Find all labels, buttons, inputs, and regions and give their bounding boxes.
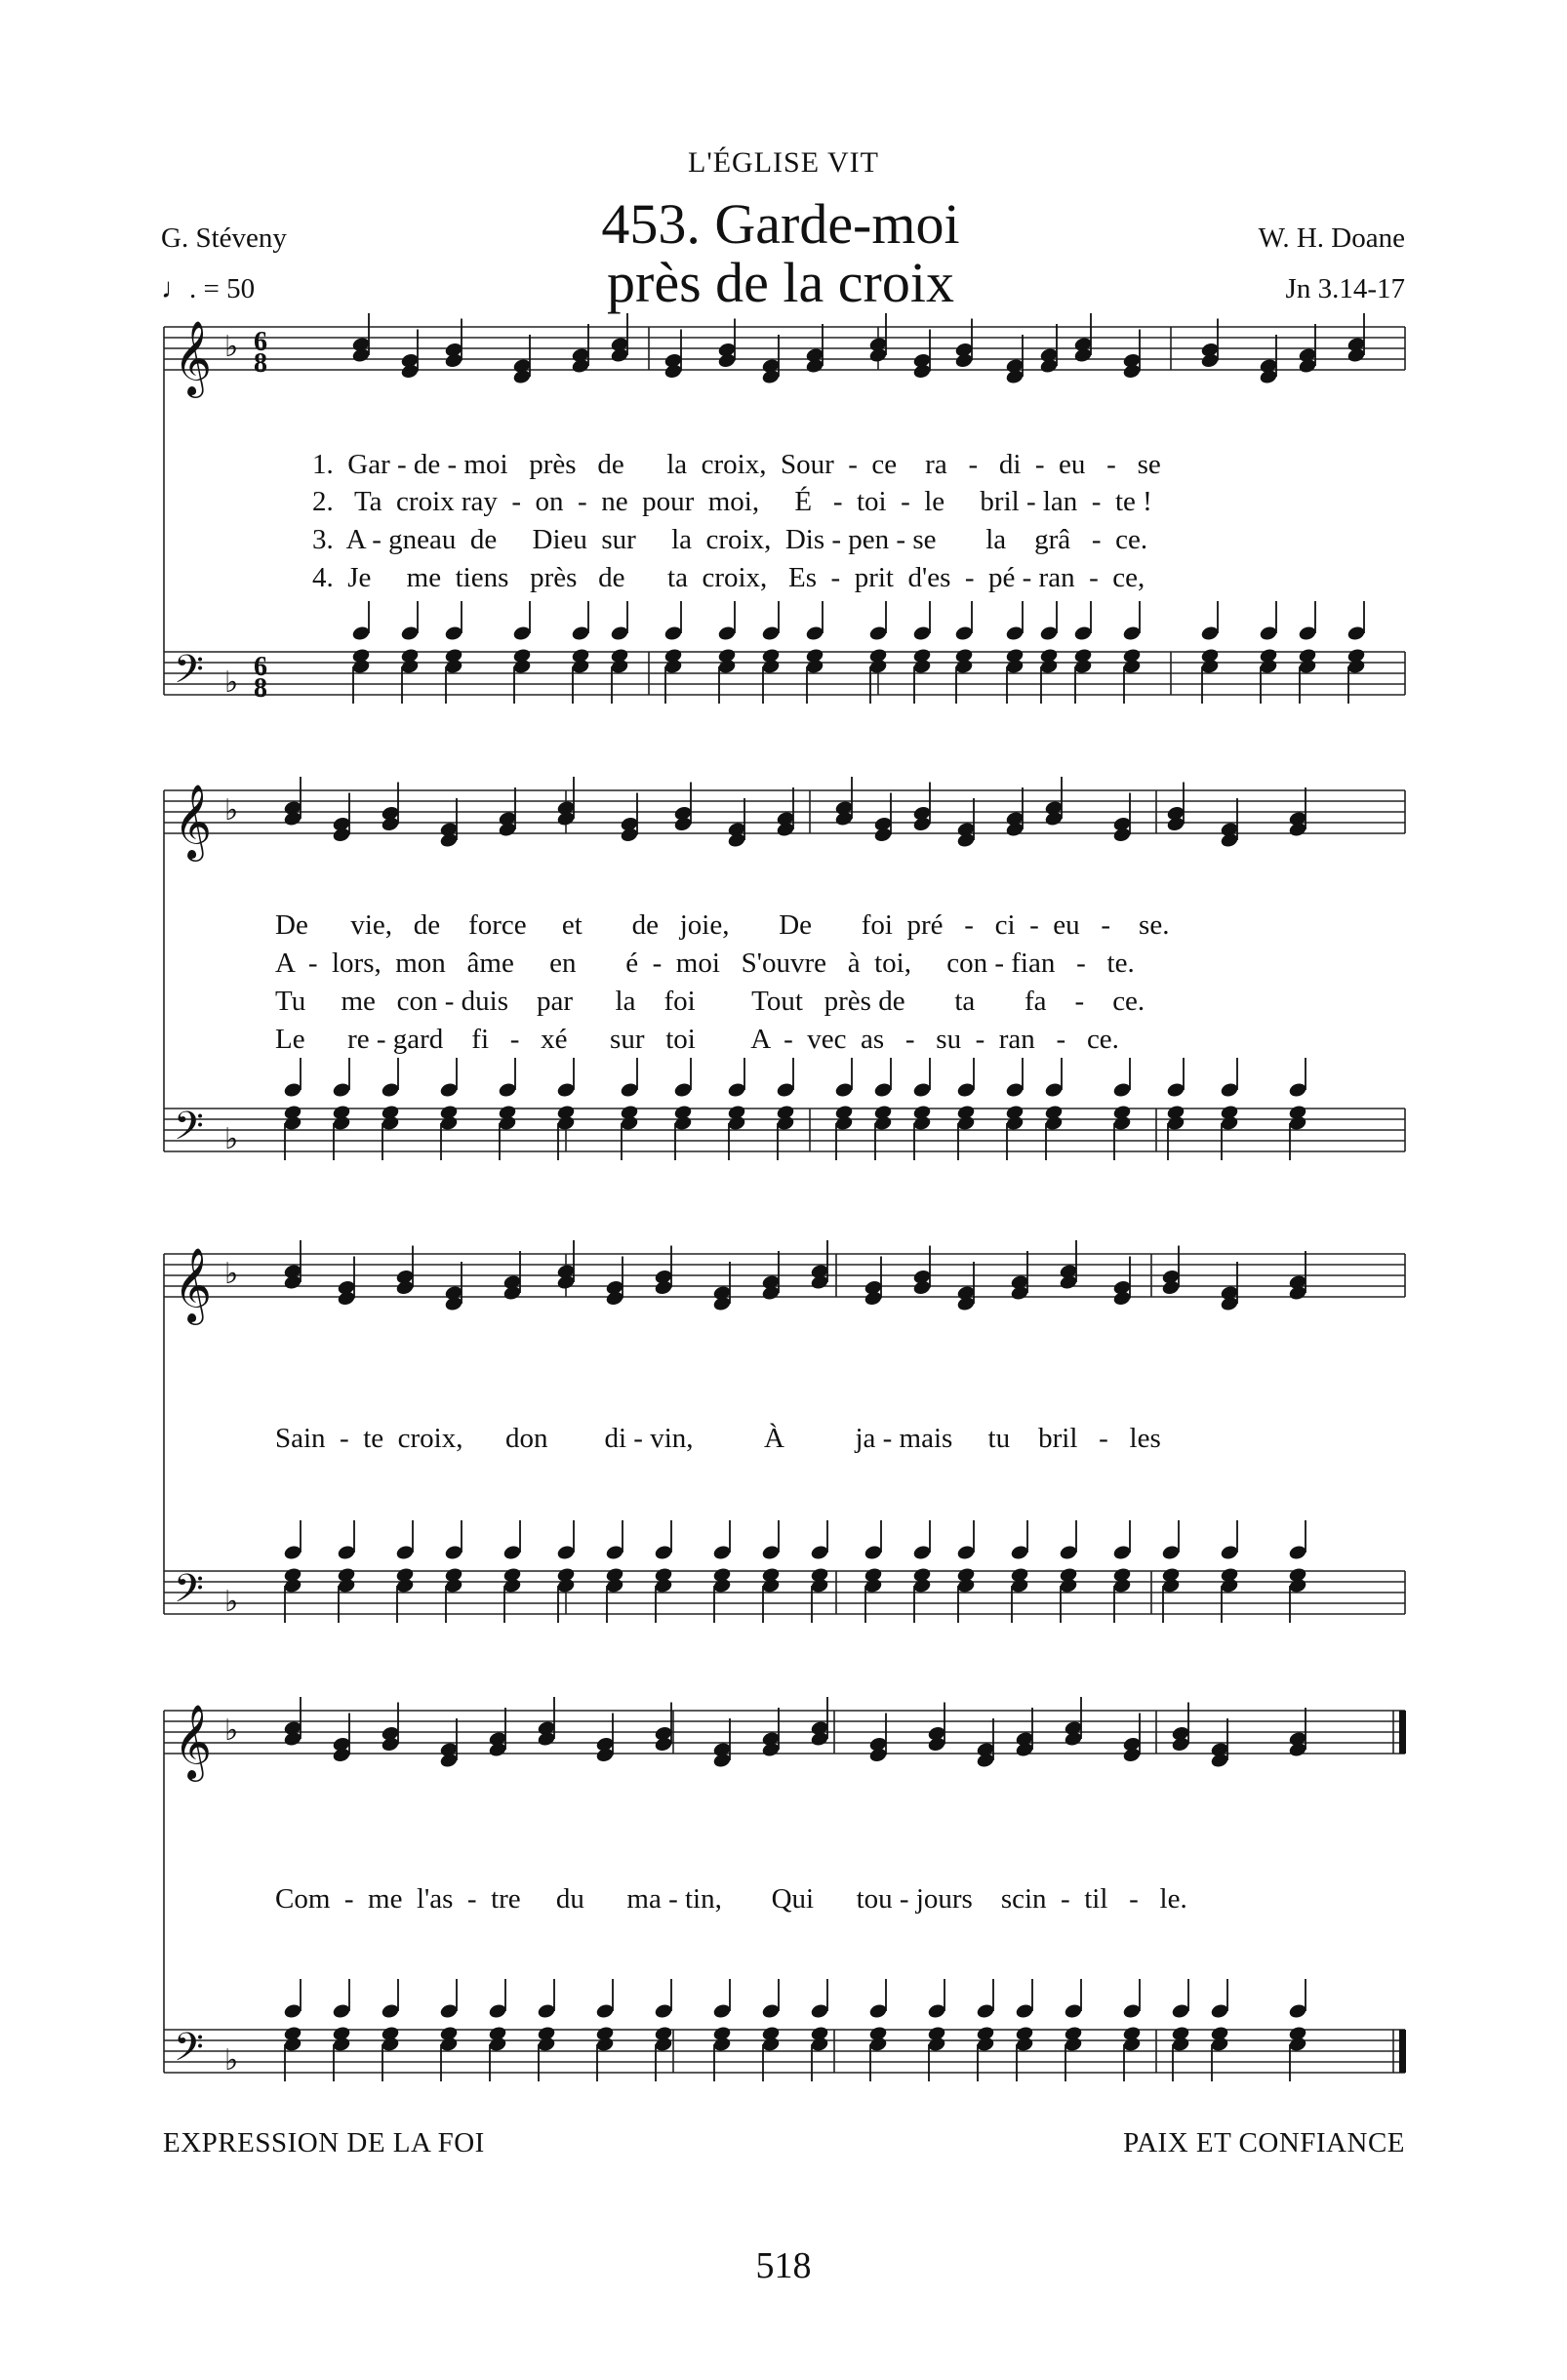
note-head [1015,2002,1034,2019]
flat-key-signature-icon: ♭ [224,793,239,827]
lyric-line: Tu me con - duis par la foi Tout près de ta fa - ce. [275,986,1145,1017]
note-head [1288,2036,1307,2052]
note-head [332,2036,351,2052]
note-head [712,1752,732,1768]
lyric-line: Com - me l'as - tre du ma - tin, Qui tou - jours scin - til - le. [275,1883,1187,1915]
flat-key-signature-icon: ♭ [224,1714,239,1748]
note-head [1015,1741,1034,1757]
lyric-line: 3. A - gneau de Dieu sur la croix, Dis - pen - se la grâ - ce. [312,524,1148,555]
note-head [1122,1747,1142,1763]
note-head [439,2036,459,2052]
note-head [1210,2036,1229,2052]
time-signature-bottom: 8 [254,348,267,379]
bass-clef-icon: 𝄢 [174,647,204,702]
note-head [1064,2036,1083,2052]
page-number: 518 [755,2245,812,2286]
note-head [927,2036,946,2052]
note-head [927,2002,946,2019]
lyric-line: Sain - te croix, don di - vin, À ja - mais tu bril - les [275,1423,1161,1454]
note-head [1171,2002,1190,2019]
note-head [761,2036,781,2052]
flat-key-signature-icon: ♭ [224,1122,239,1156]
note-head [927,1736,946,1753]
note-head [1171,1736,1190,1753]
treble-clef-icon: 𝄞 [174,1247,213,1322]
lyric-line: 1. Gar - de - moi près de la croix, Sour - ce ra - di - eu - se [312,449,1161,480]
note-head [810,2002,829,2019]
note-head [654,1736,673,1753]
note-head [1210,2002,1229,2019]
note-head [868,1747,888,1763]
lyric-line: Le re - gard fi - xé sur toi A - vec as - su - ran - ce. [275,1024,1119,1055]
lyric-line: A - lors, mon âme en é - moi S'ouvre à toi, con - fian - te. [275,948,1135,979]
lyric-line: 4. Je me tiens près de ta croix, Es - prit d'es - pé - ran - ce, [312,562,1145,593]
note-head [595,2002,615,2019]
note-head [1210,1752,1229,1768]
note-head [810,1730,829,1747]
composer-credit: W. H. Doane [1258,222,1405,254]
note-head [868,2036,888,2052]
bass-clef-icon: 𝄢 [174,1566,204,1621]
note-head [976,2002,995,2019]
lyric-line: De vie, de force et de joie, De foi pré - ci - eu - se. [275,909,1170,941]
flat-key-signature-icon: ♭ [224,330,239,364]
bass-clef-icon: 𝄢 [174,2025,204,2079]
note-head [868,2002,888,2019]
title-line1: Garde-moi [714,192,960,256]
final-barline [1399,1711,1406,1754]
time-signature-bottom: 8 [254,673,267,704]
section-heading: L'ÉGLISE VIT [688,146,879,179]
note-head [712,2036,732,2052]
note-head [439,1752,459,1768]
note-head [537,1730,556,1747]
note-head [537,2002,556,2019]
note-head [381,2002,400,2019]
note-head [595,1747,615,1763]
note-head [976,2036,995,2052]
note-head [810,2036,829,2052]
note-head [1122,2036,1142,2052]
note-head [381,2036,400,2052]
note-head [976,1752,995,1768]
note-head [332,1747,351,1763]
note-head [537,2036,556,2052]
note-head [712,2002,732,2019]
footer-right-category: PAIX ET CONFIANCE [1123,2127,1405,2158]
flat-key-signature-icon: ♭ [224,666,239,700]
final-barline [1399,2030,1406,2073]
note-head [1122,2002,1142,2019]
flat-key-signature-icon: ♭ [224,1585,239,1619]
tempo-marking: ♩. = 50 [161,273,256,304]
time-signature-top: 6 [254,652,267,682]
lyricist-credit: G. Stéveny [161,222,287,254]
note-head [488,1741,507,1757]
note-head [595,2036,615,2052]
note-head [1064,2002,1083,2019]
flat-key-signature-icon: ♭ [224,2043,239,2077]
note-head [1288,1741,1307,1757]
note-head [1288,2002,1307,2019]
note-head [332,2002,351,2019]
note-head [283,1730,302,1747]
treble-clef-icon: 𝄞 [174,1704,213,1779]
note-head [1015,2036,1034,2052]
note-head [439,2002,459,2019]
note-head [488,2036,507,2052]
flat-key-signature-icon: ♭ [224,1257,239,1291]
hymn-number: 453. [601,192,701,256]
note-head [488,2002,507,2019]
bass-clef-icon: 𝄢 [174,1104,204,1158]
title-line2: près de la croix [607,251,954,314]
note-head [654,2002,673,2019]
scripture-reference: Jn 3.14-17 [1285,273,1405,304]
note-head [1064,1730,1083,1747]
note-head [761,2002,781,2019]
note-head [761,1741,781,1757]
treble-clef-icon: 𝄞 [174,784,213,859]
note-head [283,2036,302,2052]
footer-left-category: EXPRESSION DE LA FOI [163,2127,485,2158]
note-head [283,2002,302,2019]
time-signature-top: 6 [254,327,267,357]
lyric-line: 2. Ta croix ray - on - ne pour moi, É - toi - le bril - lan - te ! [312,486,1152,517]
note-head [381,1736,400,1753]
note-head [1171,2036,1190,2052]
note-head [654,2036,673,2052]
treble-clef-icon: 𝄞 [174,320,213,395]
